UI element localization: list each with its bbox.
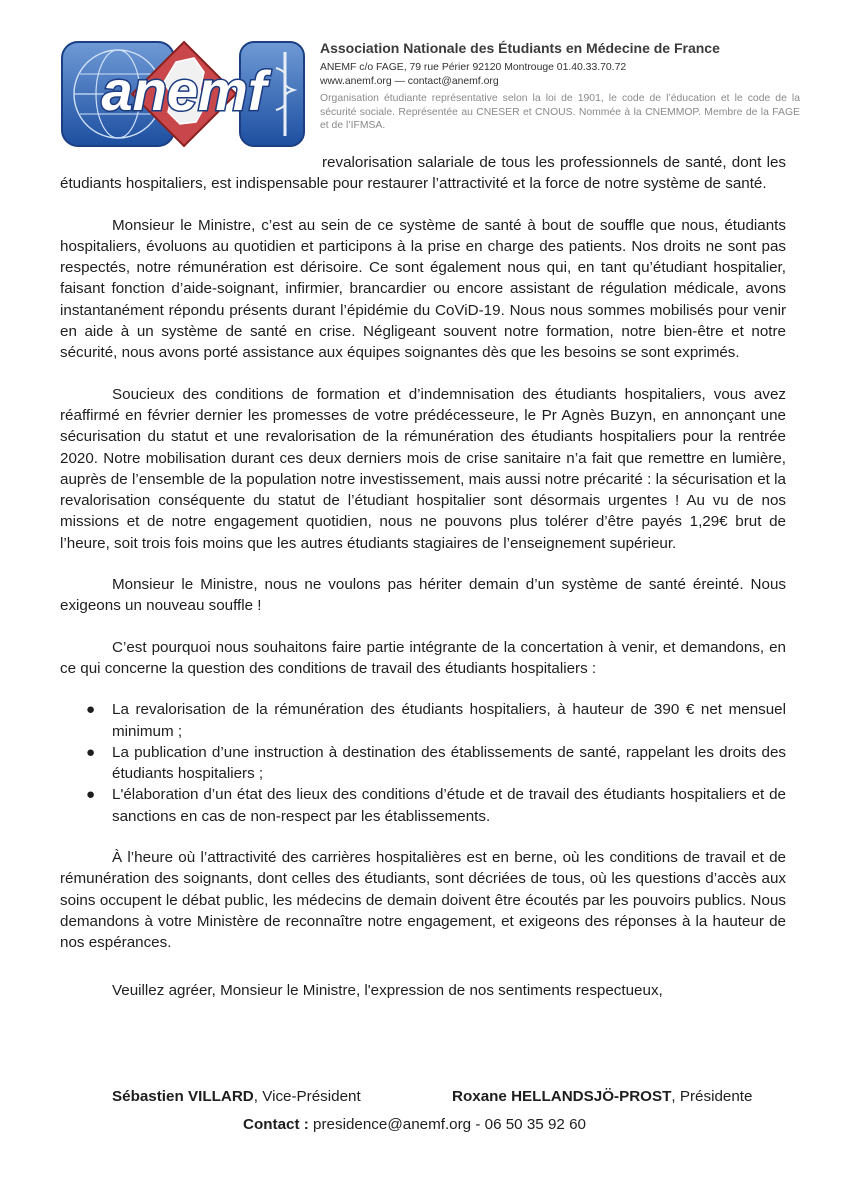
contact-line: [243, 1116, 586, 1133]
list-item: [60, 742, 786, 785]
paragraph-2: Monsieur le Ministre, c’est au sein de ce système de santé à bout de souffle que nous, étudiants hospitaliers, évoluons au quotidien et participons à la prise en charge des patients. Nos droits ne sont pas respectés, notre rémunération est dérisoire. Ce sont également nous qui, en tant qu’étudiant hospitalier, faisant fonction d’aide-soignant, infirmier, brancardier ou encore assistant de régulation médicale, avons instantanément répondu présents durant l’épidémie du CoViD-19. Nous nous sommes mobilisés pour venir en aide à un système de santé en crise. Négligeant souvent notre formation, notre bien-être et notre sécurité, nous avons porté assistance aux équipes soignantes dès que les besoins se sont exprimés.: [60, 216, 786, 362]
list-item-text: L'élaboration d’un état des lieux des conditions d’étude et de travail des étudiants hospitaliers et de sanctions en cas de non-respect par les établissements.: [112, 786, 786, 825]
organization-description: Organisation étudiante représentative selon la loi de 1901, le code de l’éducation et le code de la sécurité sociale. Représentée au CNESER et CNOUS. Nommée à la CNEMMOP. Membre de la FAGE et de l’IFMSA.: [320, 93, 800, 131]
list-item: [60, 784, 786, 827]
signatory-title: , Vice-Président: [253, 1088, 361, 1105]
paragraph-5: C’est pourquoi nous souhaitons faire partie intégrante de la concertation à venir, et demandons, en ce qui concerne la question des conditions de travail des étudiants hospitaliers :: [60, 638, 786, 677]
signatory-name: Sébastien VILLARD: [112, 1088, 254, 1105]
bullet-icon: ●: [86, 701, 96, 719]
organization-web-contact: www.anemf.org — contact@anemf.org: [320, 76, 499, 87]
contact-label: Contact :: [243, 1116, 309, 1133]
paragraph-1: revalorisation salariale de tous les professionnels de santé, dont les étudiants hospitaliers, est indispensable pour restaurer l’attractivité et la force de notre système de santé.: [60, 154, 786, 193]
paragraph-4: Monsieur le Ministre, nous ne voulons pas hériter demain d’un système de santé éreinté. Nous exigeons un nouveau souffle !: [60, 576, 786, 615]
bullet-icon: ●: [86, 743, 96, 761]
signatory-title: , Présidente: [671, 1088, 753, 1105]
anemf-logo: [60, 38, 308, 150]
paragraph-6: À l’heure où l’attractivité des carrières hospitalières est en berne, où les conditions de travail et de rémunération des soignants, dont celles des étudiants, sont décriées de tous, où les questions d’accès aux soins occupent le débat public, les médecins de demain doivent être écoutés par les pouvoirs publics. Nous demandons à votre Ministère de reconnaître notre engagement, et exigeons des réponses à la hauteur de nos espérances.: [60, 849, 786, 952]
letterhead: [320, 40, 800, 133]
closing-formula: Veuillez agréer, Monsieur le Ministre, l'expression de nos sentiments respectueux,: [112, 981, 663, 999]
list-item: [60, 699, 786, 742]
bullet-icon: ●: [86, 786, 96, 804]
logo-wordmark: anemf: [101, 59, 267, 122]
list-item-text: La revalorisation de la rémunération des étudiants hospitaliers, à hauteur de 390 € net mensuel minimum ;: [112, 701, 786, 740]
organization-address: ANEMF c/o FAGE, 79 rue Périer 92120 Montrouge 01.40.33.70.72: [320, 62, 627, 73]
signatory-name: Roxane HELLANDSJÖ-PROST: [452, 1088, 672, 1105]
letter-body: [60, 152, 786, 1021]
list-item-text: La publication d’une instruction à destination des établissements de santé, rappelant les droits des étudiants hospitaliers ;: [112, 743, 786, 783]
paragraph-3: Soucieux des conditions de formation et d’indemnisation des étudiants hospitaliers, vous avez réaffirmé en février dernier les promesses de votre prédécesseure, le Pr Agnès Buzyn, en annonçant une sécurisation du statut et une revalorisation de la rémunération des étudiants hospitaliers pour la rentrée 2020. Notre mobilisation durant ces deux derniers mois de crise sanitaire n’a fait que remettre en lumière, auprès de l’ensemble de la population notre investissement, mais aussi notre précarité : la sécurisation et la revalorisation conséquente du statut de l’étudiant hospitalier sont désormais urgentes ! Au vu de nos missions et de notre engagement quotidien, nous ne pouvons plus tolérer d’être payés 1,29€ brut de l’heure, soit trois fois moins que les autres étudiants stagiaires de l’enseignement supérieur.: [60, 385, 786, 552]
organization-name: Association Nationale des Étudiants en Médecine de France: [320, 40, 720, 56]
demands-list: [60, 699, 786, 827]
signature-president: [452, 1088, 752, 1105]
contact-details[interactable]: presidence@anemf.org - 06 50 35 92 60: [308, 1116, 586, 1133]
signature-vice-president: [112, 1088, 361, 1105]
